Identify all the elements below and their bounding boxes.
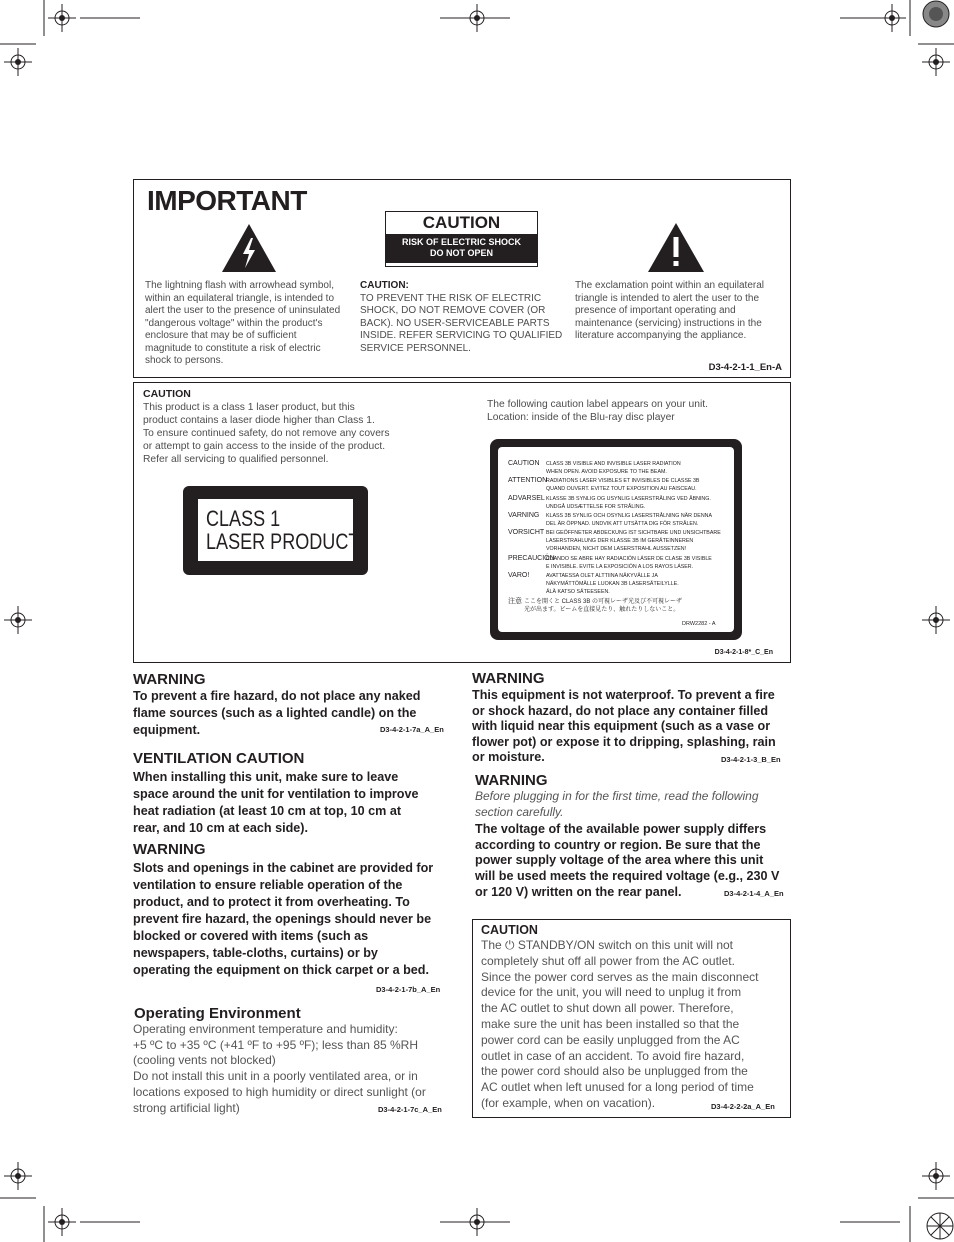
registration-mark-icon	[463, 1208, 491, 1236]
text-line: ventilation to ensure reliable operation of the	[133, 878, 403, 892]
text-line: "dangerous voltage" within the product's	[145, 317, 323, 329]
reference-code: D3-4-2-1-8*_C_En	[714, 649, 773, 656]
text-line: Operating environment temperature and humidity:	[133, 1022, 398, 1036]
registration-mark-icon	[4, 606, 32, 634]
text-line: Before plugging in for the first time, read the following	[475, 789, 759, 803]
text-line: +5 ºC to +35 ºC (+41 ºF to +95 ºF); less than 85 %RH	[133, 1037, 418, 1052]
text-line: strong artificial light)	[133, 1100, 240, 1115]
label-lang: PRECAUCIÓN	[508, 555, 555, 562]
registration-mark-icon	[4, 1162, 32, 1190]
registration-mark-icon	[48, 1208, 76, 1236]
standby-caution-box	[472, 919, 791, 1118]
label-line: AVATTAESSA OLET ALTTIINA NÄKYVÄLLE JA	[546, 573, 658, 579]
label-line: ÄLÄ KATSO SÄTEESEEN.	[546, 589, 610, 595]
class1-line: LASER PRODUCT	[206, 529, 360, 554]
label-code: DRW2282 - A	[682, 621, 716, 627]
lightning-triangle-icon	[222, 224, 276, 272]
text-line: locations exposed to high humidity or direct sunlight (or	[133, 1084, 426, 1099]
text-line: maintenance (servicing) instructions in the	[575, 317, 762, 329]
registration-mark-icon	[878, 4, 906, 32]
text-line: the power cord should also be unplugged from the	[481, 1064, 748, 1079]
text-line: or moisture.	[472, 750, 545, 764]
text-line: SHOCK, DO NOT REMOVE COVER (OR	[360, 305, 546, 316]
text-line: Slots and openings in the cabinet are provided for	[133, 861, 434, 875]
text-line: AC outlet when left unused for a long period of time	[481, 1080, 754, 1095]
text-line: will be used meets the required voltage (e.g., 230 V	[475, 869, 780, 884]
label-line: 光が出ます。ビームを直接見たり、触れたりしないこと。	[524, 607, 680, 613]
reference-code: D3-4-2-2-2a_A_En	[711, 1102, 775, 1111]
text-line: space around the unit for ventilation to improve	[133, 787, 419, 801]
text-line: Do not install this unit in a poorly ventilated area, or in	[133, 1069, 418, 1084]
reference-code: D3-4-2-1-3_B_En	[721, 755, 781, 764]
text-line: To ensure continued safety, do not remove any covers	[143, 428, 390, 439]
caution-label-line: DO NOT OPEN	[429, 248, 493, 258]
important-box	[133, 179, 791, 378]
text-line: device for the unit, you will need to unplug it from	[481, 985, 742, 1000]
lightning-explanation	[145, 280, 350, 368]
laser-caution-text	[143, 401, 413, 466]
text-line: enclosure that may be of sufficient	[145, 330, 297, 341]
ventilation-title: VENTILATION CAUTION	[133, 750, 305, 767]
text-line: power supply voltage of the area where this unit	[475, 853, 764, 868]
text-line: The following caution label appears on your unit.	[487, 399, 708, 410]
text-line: flame sources (such as a lighted candle) on the	[133, 706, 417, 720]
warning-title: WARNING	[133, 841, 206, 858]
text-line: newspapers, table-cloths, curtains) or by	[133, 946, 378, 960]
text-line: heat radiation (at least 10 cm at top, 10 cm at	[133, 804, 402, 818]
label-line: RADIATIONS LASER VISIBLES ET INVISIBLES DE CLASSE 3B	[546, 478, 700, 484]
text-line: The lightning flash with arrowhead symbol,	[145, 280, 334, 291]
text-line: This equipment is not waterproof. To prevent a fire	[472, 688, 775, 702]
text-line: presence of important operating and	[575, 305, 736, 316]
environment-text	[133, 1022, 463, 1116]
label-lang: VARO!	[508, 572, 530, 579]
caution-label-subtitle	[386, 234, 537, 263]
text-line: with liquid near this equipment (such as a vase or	[472, 719, 771, 733]
text-line: SERVICE PERSONNEL.	[360, 342, 471, 354]
caution-label	[385, 211, 538, 267]
text-line: power cord can be easily unplugged from the AC	[481, 1032, 740, 1047]
label-location-text	[487, 398, 777, 424]
text-line: shock to persons.	[145, 355, 224, 366]
caution-title: CAUTION	[481, 923, 538, 937]
text-line: (for example, when on vacation).	[481, 1095, 656, 1110]
label-line: E INVISIBLE. EVITE LA EXPOSICIÓN A LOS RAYOS LÁSER.	[546, 564, 694, 570]
warning-intro-text	[475, 788, 795, 820]
reference-code: D3-4-2-1-4_A_En	[724, 889, 784, 898]
exclamation-explanation	[575, 280, 785, 343]
label-line: NÄKYMÄTTÖMÄLLE LUOKAN 3B LASERSÄTEILYLLE.	[546, 581, 679, 587]
color-target-icon	[926, 1212, 954, 1240]
class1-laser-label	[183, 486, 368, 575]
text-line: blocked or covered with items (such as	[133, 929, 369, 943]
text-line: operating the equipment on thick carpet or a bed.	[133, 963, 429, 977]
caution-explanation	[360, 280, 565, 355]
warning-water-text	[472, 688, 792, 766]
label-line: CLASS 3B VISIBLE AND INVISIBLE LASER RADIATION	[546, 461, 681, 467]
text-line: triangle is intended to alert the user to the	[575, 292, 760, 304]
text-line: BACK). NO USER-SERVICEABLE PARTS	[360, 317, 550, 329]
label-line: VORHANDEN, NICHT DEM LASERSTRAHL AUSSETZEN!	[546, 546, 687, 552]
text-line: TO PREVENT THE RISK OF ELECTRIC	[360, 292, 542, 304]
label-line: KLASSE 3B SYNLIG OG USYNLIG LASERSTRÅLING VED ÅBNING.	[546, 496, 711, 502]
ventilation-text	[133, 769, 453, 837]
label-lang: CAUTION	[508, 460, 540, 467]
class1-label-text	[206, 507, 359, 553]
registration-mark-icon	[4, 48, 32, 76]
text-line: product contains a laser diode higher than Class 1.	[143, 415, 375, 426]
text-line: The voltage of the available power supply differs	[475, 822, 767, 836]
label-lang: 注意	[508, 598, 522, 605]
registration-mark-icon	[48, 4, 76, 32]
text-line: When installing this unit, make sure to leave	[133, 770, 399, 784]
important-heading: IMPORTANT	[147, 185, 307, 216]
registration-mark-icon	[922, 48, 950, 76]
text-line: or attempt to gain access to the inside of the product.	[143, 441, 386, 452]
text-line: The ⏻ STANDBY/ON switch on this unit will not	[481, 938, 734, 952]
label-lang: VARNING	[508, 512, 540, 519]
text-line: To prevent a fire hazard, do not place any naked	[133, 689, 421, 703]
reference-code: D3-4-2-1-7c_A_En	[378, 1105, 442, 1114]
text-line: within an equilateral triangle, is intended to	[145, 292, 335, 304]
text-line: Since the power cord serves as the main disconnect	[481, 969, 759, 984]
text-line: Location: inside of the Blu-ray disc player	[487, 412, 675, 423]
reference-code: D3-4-2-1-7b_A_En	[376, 985, 441, 994]
label-lang: ATTENTION	[508, 477, 548, 484]
caution-title: CAUTION:	[360, 280, 409, 291]
text-line: product, and to protect it from overheating. To	[133, 895, 410, 909]
registration-mark-icon	[922, 606, 950, 634]
environment-title: Operating Environment	[134, 1005, 301, 1022]
text-line: Refer all servicing to qualified personnel.	[143, 454, 329, 465]
registration-mark-icon	[922, 1162, 950, 1190]
reference-code: D3-4-2-1-1_En-A	[708, 362, 782, 373]
text-line: prevent fire hazard, the openings should never be	[133, 912, 432, 926]
warning-openings-text	[133, 860, 453, 979]
label-lang: ADVARSEL	[508, 495, 545, 502]
label-line: QUAND OUVERT. EVITEZ TOUT EXPOSITION AU FAISCEAU.	[546, 486, 697, 492]
class1-line: CLASS 1	[206, 506, 281, 531]
text-line: alert the user to the presence of uninsulated	[145, 305, 341, 316]
warning-title: WARNING	[133, 671, 206, 688]
label-line: UNDGÅ UDSÆTTELSE FOR STRÅLING.	[546, 504, 646, 510]
text-line: completely shut off all power from the AC outlet.	[481, 953, 735, 968]
text-line: flower pot) or expose it to dripping, splashing, rain	[472, 734, 776, 749]
text-line: rear, and 10 cm at each side).	[133, 821, 309, 835]
text-line: make sure the unit has been installed so that the	[481, 1016, 740, 1031]
label-line: BEI GEÖFFNETER ABDECKUNG IST SICHTBARE UND UNSICHTBARE	[546, 530, 721, 536]
text-line: according to country or region. Be sure that the	[475, 837, 761, 852]
text-line: outlet in case of an accident. To avoid fire hazard,	[481, 1048, 745, 1063]
warning-title: WARNING	[475, 772, 548, 789]
reference-code: D3-4-2-1-7a_A_En	[380, 725, 444, 734]
color-target-icon	[922, 0, 950, 28]
label-line: ここを開くと CLASS 3B の可視レーザ光及び不可視レーザ	[524, 599, 683, 605]
standby-caution-text	[481, 938, 786, 1112]
label-line: CUANDO SE ABRE HAY RADIACIÓN LÁSER DE CLASE 3B VISIBLE	[546, 556, 712, 562]
text-line: the AC outlet to shut down all power. Therefore,	[481, 1001, 734, 1016]
label-line: KLASS 3B SYNLIG OCH OSYNLIG LASERSTRÅLNING NÄR DENNA	[546, 513, 713, 519]
label-line: DEL ÄR ÖPPNAD. UNDVIK ATT UTSÄTTA DIG FÖR STRÅLEN.	[546, 521, 699, 527]
caution-label-line: RISK OF ELECTRIC SHOCK	[401, 237, 521, 247]
text-line: equipment.	[133, 723, 201, 737]
text-line: section carefully.	[475, 805, 564, 819]
text-line: or shock hazard, do not place any container filled	[472, 703, 769, 718]
laser-warning-label	[490, 439, 742, 640]
text-line: (cooling vents not blocked)	[133, 1053, 276, 1068]
text-line: literature accompanying the appliance.	[575, 330, 747, 341]
text-line: This product is a class 1 laser product, but this	[143, 402, 355, 413]
text-line: The exclamation point within an equilateral	[575, 280, 764, 291]
label-line: WHEN OPEN. AVOID EXPOSURE TO THE BEAM.	[546, 469, 667, 475]
warning-title: WARNING	[472, 670, 545, 687]
label-lang: VORSICHT	[508, 529, 545, 536]
text-line: magnitude to constitute a risk of electric	[145, 342, 321, 354]
text-line: INSIDE. REFER SERVICING TO QUALIFIED	[360, 330, 563, 341]
registration-mark-icon	[463, 4, 491, 32]
text-line: or 120 V) written on the rear panel.	[475, 884, 682, 899]
caution-label-title: CAUTION	[422, 213, 501, 232]
laser-caution-title: CAUTION	[143, 388, 191, 400]
exclamation-triangle-icon	[648, 223, 704, 272]
label-line: LASERSTRAHLUNG DER KLASSE 3B IM GERÄTEINNEREN	[546, 538, 694, 544]
